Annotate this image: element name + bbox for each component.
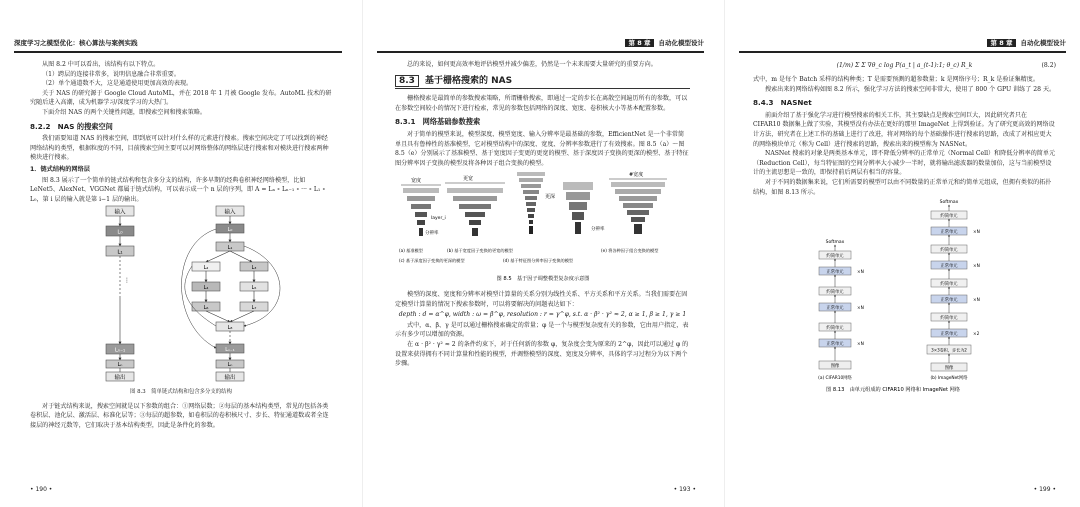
node-label: 3×3卷积，步长为2 (931, 347, 967, 353)
imagenet-network (927, 199, 980, 381)
node-label: 约简单元 (940, 248, 958, 254)
node-label: 约简单元 (940, 214, 958, 220)
node-label: 正常单元 (940, 230, 958, 236)
chapter-number: 第 8 章 (625, 39, 653, 47)
width-label: #宽度 (629, 172, 644, 179)
paragraph: 关于 NAS 的研究源于 Google Cloud AutoML，并在 2018 年 1 月被 Google 发布。AutoML 技术的研究随后进入高潮，成为机器学习/深度学习的大热门。 (30, 89, 332, 107)
paragraph: 从图 8.2 中可以看出，该结构有以下特点。 (42, 61, 160, 68)
sub-caption: (c) 基于深度因子变换的更深的模型 (399, 258, 465, 264)
section-heading (395, 75, 690, 90)
node-label: 正常单元 (940, 332, 958, 338)
ellipsis: ⋮ (124, 277, 130, 285)
paragraph: 下面介绍 NAS 的两个关键性问题，即搜索空间和搜索策略。 (42, 108, 207, 116)
subsection-heading: 8.4.3 NASNet (753, 98, 812, 108)
layer-label: L₇ (251, 305, 257, 312)
input-label: 输入 (114, 209, 126, 216)
paragraph: 总的来说，如何更高效率地评估模型并减少偏差，仍然是一个未来需要大量研究的重要方向。 (407, 61, 657, 68)
layer-label: L₀ (117, 229, 123, 236)
paragraph: 图 8.3 展示了一个简单的链式结构和包含多分支的结构，许多早期的经典卷积神经网络模型，比如 LeNet5、AlexNet、VGGNet 都属于链式结构，可以表示成一个 n 层的序列，即 A = Lₙ ∘ Lₙ₋₁ ∘ ··· ∘ L₁ ∘ L₀，第 i 层的输入就是第 i−1 层的输出。 (30, 176, 326, 203)
layer-label: Lₙ (227, 362, 233, 369)
chapter-number: 第 8 章 (987, 39, 1015, 47)
equation-row (753, 61, 1056, 75)
equation-number: (8.2) (1041, 62, 1056, 69)
figure-caption: 图 8.5 基于因子调整模型复杂度示意图 (496, 276, 590, 283)
layer-i-label: layer_i (431, 216, 446, 222)
page-body (395, 60, 690, 369)
section-number: 8.3 (395, 75, 419, 87)
sub-caption: (b) 基于宽度因子变换的更宽的模型 (447, 248, 513, 254)
subsection-heading: 1．链式结构的网络层 (30, 165, 90, 173)
equation: depth : d = α^φ, width : ω = β^φ, resolution : r = γ^φ, s.t. α · β² · γ² ≈ 2, α ≥ 1, β ≥ 1, γ ≥ 1 (398, 311, 687, 319)
chapter-heading (625, 38, 704, 47)
paragraph: 对于简单的模型来说，模型深度、模型宽度、输入分辨率是最基础的参数，EfficientNet 是一个非常简单且具有鲁棒性的基准模型，它对模型结构中的深度、宽度、分辨率参数进行了有效搜索。图 8.5（a）～图 8.5（e）分别展示了基准模型、基于宽度因子变更的更宽的模型、基于深度因子变换的更深的模型、基于特征图分辨率因子变换的模型及将各种因子组合变换的模型。 (395, 130, 689, 167)
output-label: 输出 (224, 375, 236, 382)
page-number: • 193 • (673, 486, 696, 493)
layer-label: L₃ (251, 265, 257, 272)
paragraph: 栅格搜索是最简单的参数搜索策略，所谓栅格搜索，即通过一定的步长在离散空间遍历所有的参数，可以在参数空间较小的情况下进行检索，常见的参数包括网络的深度、宽度、卷积核大小等基本配置参数。 (395, 95, 688, 112)
paragraph: 我们需要知道 NAS 的搜索空间，即到底可以针对什么样的元素进行搜索。搜索空间决定了可以找到的神经网络结构的类型，根据粒度的不同，目前搜索空间主要可以对网络整体的网络层进行搜索和对模块进行搜索两种模块进行搜索。 (30, 135, 329, 162)
page-body (753, 60, 1056, 401)
figure-caption: 图 8.13 由单元组成的 CIFAR10 网络和 ImageNet 网络 (826, 387, 960, 394)
paragraph: 搜索出来的网络结构如图 8.2 所示，强化学习方法的搜索空间非常大，使用了 800 个 GPU 训练了 28 天。 (765, 85, 1056, 93)
page-number: • 190 • (30, 486, 53, 493)
layer-label: L₆ (203, 305, 209, 312)
node-label: 正常单元 (826, 270, 844, 276)
node-label: 图像 (830, 364, 840, 370)
sub-caption: (a) 基准模型 (399, 248, 423, 254)
paragraph: 前面介绍了基于强化学习进行模型搜索的相关工作，其主要缺点是搜索空间巨大，因此研究者只在 CIFAR10 数据集上做了实验，其模型没有办法在更好的那里 ImageNet 上得到验证。为了研究更高效的网络设计方法，研究者在上述工作的基础上进行了改进，将对网络的每个基础操作进行搜索的思路，改成了对相应更大的网络模块单元（称为 Cell）进行搜索的思路，搜索出来的模型称为 NASNet。 (753, 111, 1055, 148)
node-label: 正常单元 (940, 298, 958, 304)
node-label: 约简单元 (826, 290, 844, 296)
page-header (14, 37, 342, 53)
resolution-label: 分辨率 (591, 227, 605, 233)
page-number: • 199 • (1033, 486, 1056, 493)
layer-label: L₄ (203, 285, 209, 292)
node-label: 图像 (944, 366, 954, 372)
node-label: 约简单元 (826, 326, 844, 332)
sub-caption: (e) 将各种因子组合变换的模型 (601, 248, 659, 254)
layer-label: Lₙ₋₁ (225, 347, 235, 354)
chapter-title: 自动化模型设计 (658, 39, 704, 47)
page-body (30, 60, 332, 430)
sub-caption: (d) 基于特征图分辨率因子变换的模型 (503, 258, 574, 264)
sub-caption: (b) ImageNet网络 (930, 376, 968, 382)
paragraph: 在 α · β² · γ² ≈ 2 的条件约束下，对于任何新的参数 φ，复杂度会变为原来的 2^φ，因此可以通过 φ 的设置来获得拥有不同计算量和性能的模型，并调整模型的深度、宽度及分辨率，具体的学习过程分为以下两个步骤。 (395, 340, 689, 368)
paragraph: （2）单个通道数不大，这是通道使用更加高效的表现。 (42, 80, 193, 88)
section-title: 基于栅格搜索的 NAS (424, 75, 513, 86)
multiplier: ×N (973, 264, 980, 270)
node-label: 约简单元 (940, 316, 958, 322)
multiplier: ×N (973, 230, 980, 236)
multiplier: ×2 (973, 332, 980, 338)
multiplier: ×N (857, 270, 864, 276)
layer-label: L₀ (227, 227, 233, 234)
node-label: Softmax (825, 240, 845, 246)
input-label: 输入 (224, 209, 236, 216)
layer-label: Lₙ (117, 362, 123, 369)
layer-label: L₈ (227, 325, 233, 332)
node-label: 正常单元 (826, 342, 844, 348)
layer-label: L₁ (227, 245, 233, 252)
subsection-heading: 8.3.1 网络基础参数搜索 (395, 117, 481, 127)
equation: (1/m) Σ Σ ∇θ_c log P(a_t | a_(t-1):1; θ_c) R_k (836, 62, 973, 69)
chapter-title: 自动化模型设计 (1020, 39, 1066, 47)
output-label: 输出 (114, 375, 126, 382)
figure-8-3 (30, 204, 330, 382)
multiplier: ×N (857, 342, 864, 348)
figure-8-13 (753, 197, 1053, 397)
page-header (377, 37, 704, 53)
layer-label: Lₙ₋₁ (114, 347, 126, 354)
page-header (739, 37, 1066, 53)
page-190 (0, 0, 356, 507)
node-label: 约简单元 (940, 282, 958, 288)
node-label: Softmax (939, 200, 959, 206)
paragraph: 对于链式结构来说，搜索空间就是以下参数的组合：①网络层数；②每层的基本结构类型，常见的包括各类卷积层、池化层、激活层、标准化层等；③每层的超参数，如卷积层的卷积核尺寸、步长、特征通道数或者全连接层的神经元数等，它们取决于基本结构类型，因此是条件化的参数。 (30, 402, 329, 429)
multiplier: ×N (973, 298, 980, 304)
layer-label: L₁ (117, 249, 123, 256)
cifar10-network (818, 239, 864, 381)
wider-label: 更宽 (463, 176, 474, 183)
book-title: 深度学习之模型优化：核心算法与案例实践 (14, 39, 138, 47)
section-heading: 8.2.2 NAS 的搜索空间 (30, 121, 113, 131)
sub-caption: (a) CIFAR10网络 (818, 376, 852, 382)
width-label: 宽度 (411, 178, 422, 185)
page-199 (724, 0, 1080, 507)
layer-label: L₂ (203, 265, 209, 272)
deeper-label: 更深 (545, 194, 556, 201)
paragraph: 式中，m 是每个 Batch 采样的结构种类；T 是需要预测的超参数量；k 是网络序号；R_k 是验证集精度。 (753, 76, 1039, 83)
page-193 (362, 0, 718, 507)
layer-label: L₅ (251, 285, 257, 292)
paragraph: （1）跨层的连接非常多，说明信息融合非常重要。 (42, 70, 180, 78)
chapter-heading (987, 38, 1066, 47)
paragraph: NASNet 搜索的对象是两类基本单元，即不降低分辨率的正常单元（Normal Cell）和降低分辨率的简单元（Reduction Cell），每当特征图的空间分辨率大小减少一半时，就将输出滤波器的数量加倍，这与当前模型设计的主流思想是一致的，即保持前后两层有相当的容量。 (753, 150, 1056, 177)
node-label: 正常单元 (826, 306, 844, 312)
figure-8-5 (395, 168, 691, 286)
paragraph: 式中，α、β、γ 是可以通过栅格搜索确定的常量；φ 是一个与模型复杂度有关的参数，它由用户指定，表示有多少可以增加的资源。 (395, 321, 689, 339)
resolution-label: 分辨率 (425, 231, 439, 237)
figure-caption: 图 8.3 简单链式结构和包含多分支的结构 (130, 388, 232, 395)
paragraph: 模型的深度、宽度和分辨率对模型计算量的关系分别为线性关系、平方关系和平方关系。当我们需要在固定模型计算量的情况下搜索参数时，可以将要解决的问题表达如下： (395, 290, 688, 308)
node-label: 正常单元 (940, 264, 958, 270)
paragraph: 对于不同的数据集来说，它们所需要的模型可以由不同数量的正常单元和约简单元组成，但拥有类似的拓扑结构，如图 8.13 所示。 (753, 178, 1052, 196)
node-label: 约简单元 (826, 254, 844, 260)
multiplier: ×N (857, 306, 864, 312)
